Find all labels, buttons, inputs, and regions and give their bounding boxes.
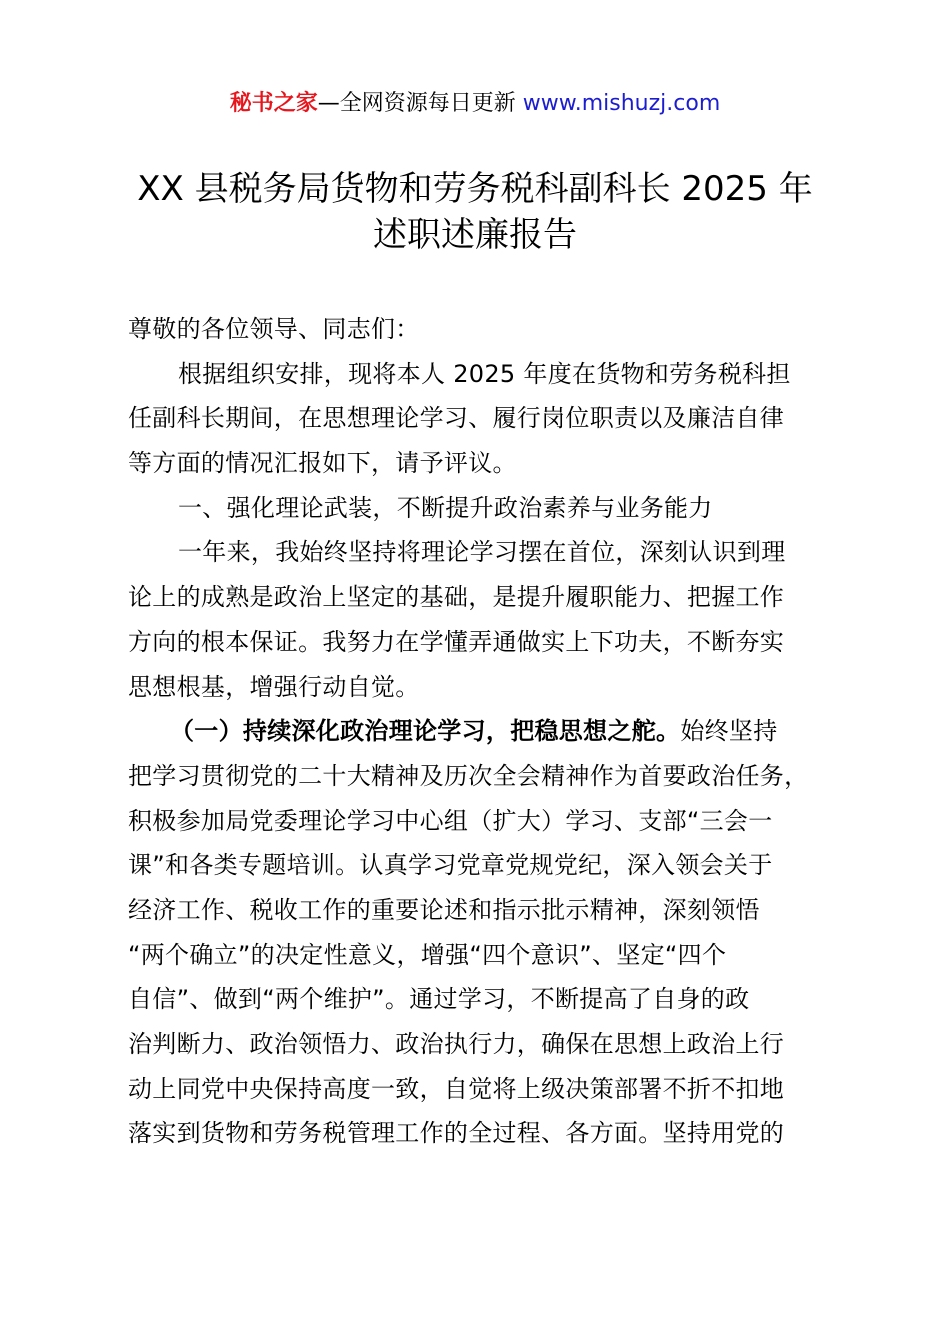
intro-line: 任副科长期间，在思想理论学习、履行岗位职责以及廉洁自律 xyxy=(128,404,785,433)
section-para-line: 一年来，我始终坚持将理论学习摆在首位，深刻认识到理 xyxy=(178,538,786,567)
subsection-line: 动上同党中央保持高度一致，自觉将上级决策部署不折不扣地 xyxy=(128,1074,785,1103)
subsection-line: 落实到货物和劳务税管理工作的全过程、各方面。坚持用党的 xyxy=(128,1119,785,1148)
subsection-line: 积极参加局党委理论学习中心组（扩大）学习、支部“三会一 xyxy=(128,806,773,835)
section-para-line: 方向的根本保证。我努力在学懂弄通做实上下功夫，不断夯实 xyxy=(128,627,785,656)
title-line-2: 述职述廉报告 xyxy=(373,215,577,255)
intro-line: 等方面的情况汇报如下，请予评议。 xyxy=(128,449,517,478)
brand-name: 秘书之家 xyxy=(229,91,318,116)
header-url[interactable]: www.mishuzj.com xyxy=(522,91,721,116)
section-heading: 一、强化理论武装，不断提升政治素养与业务能力 xyxy=(178,493,713,522)
title-line-1: XX 县税务局货物和劳务税科副科长 2025 年 xyxy=(137,169,813,209)
subsection-first-line xyxy=(128,709,848,754)
subsection-line: 把学习贯彻党的二十大精神及历次全会精神作为首要政治任务， xyxy=(128,761,809,790)
intro-line: 根据组织安排，现将本人 2025 年度在货物和劳务税科担 xyxy=(178,359,791,388)
subsection-heading: （一）持续深化政治理论学习，把稳思想之舵。 xyxy=(170,717,681,746)
salutation: 尊敬的各位领导、同志们： xyxy=(128,315,420,343)
subsection-line: 经济工作、税收工作的重要论述和指示批示精神，深刻领悟 xyxy=(128,895,760,924)
subsection-line: 治判断力、政治领悟力、政治执行力，确保在思想上政治上行 xyxy=(128,1030,785,1058)
site-header xyxy=(0,88,950,120)
subsection-line: 课”和各类专题培训。认真学习党章党规党纪，深入领会关于 xyxy=(128,851,773,880)
header-slogan: —全网资源每日更新 xyxy=(317,91,523,116)
section-para-line: 论上的成熟是政治上坚定的基础，是提升履职能力、把握工作 xyxy=(128,583,785,612)
section-para-line: 思想根基，增强行动自觉。 xyxy=(128,672,420,701)
document-body xyxy=(128,307,848,1156)
subsection-line: 自信”、做到“两个维护”。通过学习，不断提高了自身的政 xyxy=(128,985,750,1014)
document-title xyxy=(0,166,950,258)
subsection-line: “两个确立”的决定性意义，增强“四个意识”、坚定“四个 xyxy=(128,940,727,969)
subsection-text: 始终坚持 xyxy=(680,717,778,746)
